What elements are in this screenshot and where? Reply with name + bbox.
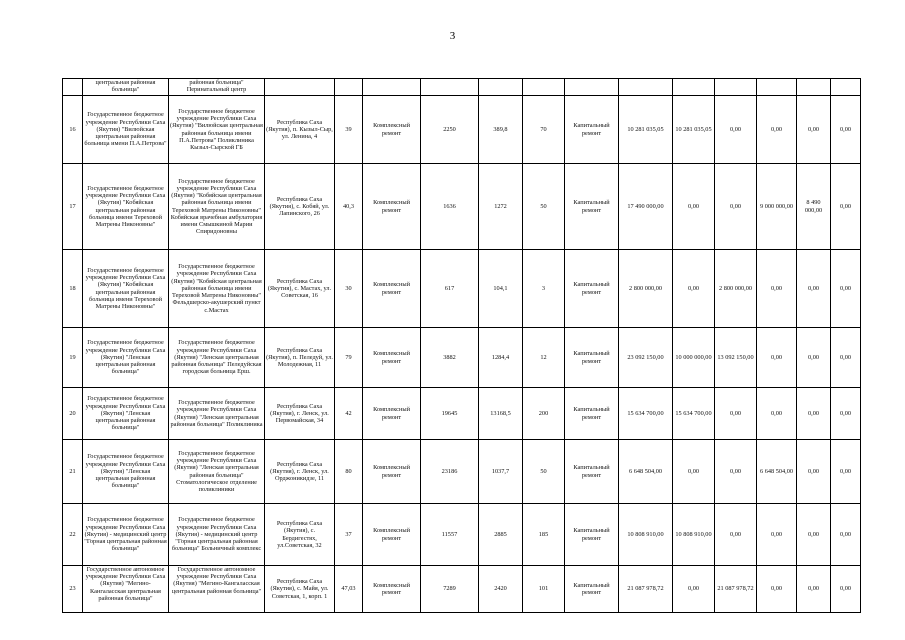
cell-total: 23 092 150,00 [619, 328, 673, 388]
cell-area: 23186 [421, 440, 479, 504]
cell-repair-type: Комплексный ремонт [363, 440, 421, 504]
cell-year-5: 0,00 [831, 440, 861, 504]
cell-year-3: 9 000 000,00 [757, 164, 797, 250]
cell-year-2: 21 087 978,72 [715, 566, 757, 613]
cell-year-3: 0,00 [757, 504, 797, 566]
cell-facility: Государственное бюджетное учреждение Республики Саха (Якутия) "Кобяйская центральная районная больница имени Тереховой Матрены Никоновны" Фельдшерско-акушерский пункт с.Мастах [169, 250, 265, 328]
cell-year-5: 0,00 [831, 388, 861, 440]
cell-wear: 47,03 [335, 566, 363, 613]
cell-area-2: 104,1 [479, 250, 523, 328]
cell-wear [335, 79, 363, 96]
cell-wear: 39 [335, 96, 363, 164]
cell-num: 20 [63, 388, 83, 440]
cell-address: Республика Саха (Якутия), г. Ленск, ул. Первомайская, 34 [265, 388, 335, 440]
table-row [63, 504, 861, 566]
cell-year-4: 0,00 [797, 504, 831, 566]
cell-work-kind [565, 79, 619, 96]
cell-area-2 [479, 79, 523, 96]
cell-facility: Государственное бюджетное учреждение Республики Саха (Якутия) "Ленская центральная районная больница" Стоматологическое отделение поликлиники [169, 440, 265, 504]
cell-year-3: 6 648 504,00 [757, 440, 797, 504]
cell-work-kind: Капитальный ремонт [565, 96, 619, 164]
cell-area-2: 389,8 [479, 96, 523, 164]
cell-repair-type: Комплексный ремонт [363, 328, 421, 388]
cell-total: 6 648 504,00 [619, 440, 673, 504]
cell-year-2: 13 092 150,00 [715, 328, 757, 388]
cell-capacity: 70 [523, 96, 565, 164]
cell-year-2: 2 800 000,00 [715, 250, 757, 328]
cell-area-2: 1284,4 [479, 328, 523, 388]
cell-capacity: 12 [523, 328, 565, 388]
cell-area-2: 1272 [479, 164, 523, 250]
cell-repair-type: Комплексный ремонт [363, 388, 421, 440]
cell-work-kind: Капитальный ремонт [565, 388, 619, 440]
cell-organization: Государственное бюджетное учреждение Республики Саха (Якутия) - медицинский центр "Горная центральная районная больница" [83, 504, 169, 566]
cell-organization: Государственное бюджетное учреждение Республики Саха (Якутия) "Ленская центральная районная больница" [83, 328, 169, 388]
cell-total: 10 808 910,00 [619, 504, 673, 566]
cell-capacity: 200 [523, 388, 565, 440]
repair-program-table [62, 78, 861, 613]
cell-wear: 30 [335, 250, 363, 328]
cell-num [63, 79, 83, 96]
cell-organization: Государственное бюджетное учреждение Республики Саха (Якутия) "Кобяйская центральная районная больница имени Тереховой Матрены Никоновны" [83, 164, 169, 250]
cell-organization: Государственное бюджетное учреждение Республики Саха (Якутия) "Кобяйская центральная районная больница имени Тереховой Матрены Никоновны" [83, 250, 169, 328]
cell-num: 23 [63, 566, 83, 613]
cell-organization: центральная районная больница" [83, 79, 169, 96]
cell-area-2: 13168,5 [479, 388, 523, 440]
cell-organization: Государственное бюджетное учреждение Республики Саха (Якутия) "Ленская центральная районная больница" [83, 388, 169, 440]
cell-year-1: 15 634 700,00 [673, 388, 715, 440]
table-row [63, 96, 861, 164]
cell-total [619, 79, 673, 96]
cell-num: 18 [63, 250, 83, 328]
cell-year-3: 0,00 [757, 250, 797, 328]
cell-year-2: 0,00 [715, 96, 757, 164]
cell-capacity: 50 [523, 440, 565, 504]
table-row [63, 440, 861, 504]
cell-year-3: 0,00 [757, 388, 797, 440]
cell-facility: Государственное бюджетное учреждение Республики Саха (Якутия) "Ленская центральная районная больница" Поликлиника [169, 388, 265, 440]
table-row [63, 388, 861, 440]
cell-work-kind: Капитальный ремонт [565, 440, 619, 504]
cell-year-4: 0,00 [797, 96, 831, 164]
cell-num: 21 [63, 440, 83, 504]
cell-area: 11557 [421, 504, 479, 566]
cell-facility: районная больница" Перинатальный центр [169, 79, 265, 96]
cell-organization: Государственное бюджетное учреждение Республики Саха (Якутия) "Вилюйская центральная районная больница имени П.А.Петрова" [83, 96, 169, 164]
cell-address: Республика Саха (Якутия), с. Мастах, ул. Советская, 16 [265, 250, 335, 328]
cell-work-kind: Капитальный ремонт [565, 328, 619, 388]
cell-work-kind: Капитальный ремонт [565, 566, 619, 613]
cell-year-1: 0,00 [673, 250, 715, 328]
table-row [63, 328, 861, 388]
table-row [63, 250, 861, 328]
cell-num: 16 [63, 96, 83, 164]
cell-repair-type: Комплексный ремонт [363, 164, 421, 250]
cell-year-5 [831, 79, 861, 96]
cell-address: Республика Саха (Якутия), с. Майя, ул. Советская, 1, корп. 1 [265, 566, 335, 613]
cell-year-4: 0,00 [797, 250, 831, 328]
cell-work-kind: Капитальный ремонт [565, 250, 619, 328]
table-row-carryover [63, 79, 861, 96]
cell-year-3: 0,00 [757, 328, 797, 388]
cell-year-1 [673, 79, 715, 96]
cell-wear: 42 [335, 388, 363, 440]
cell-repair-type: Комплексный ремонт [363, 566, 421, 613]
cell-capacity: 3 [523, 250, 565, 328]
cell-organization: Государственное автономное учреждение Республики Саха (Якутия) "Мегино-Кангаласская центральная районная больница" [83, 566, 169, 613]
cell-year-5: 0,00 [831, 328, 861, 388]
cell-address [265, 79, 335, 96]
cell-year-4: 0,00 [797, 328, 831, 388]
cell-num: 17 [63, 164, 83, 250]
cell-total: 15 634 700,00 [619, 388, 673, 440]
cell-wear: 37 [335, 504, 363, 566]
cell-year-1: 0,00 [673, 164, 715, 250]
cell-area: 617 [421, 250, 479, 328]
cell-total: 2 800 000,00 [619, 250, 673, 328]
table-row [63, 566, 861, 613]
cell-address: Республика Саха (Якутия), п. Кызыл-Сыр, ул. Ленина, 4 [265, 96, 335, 164]
cell-area: 19645 [421, 388, 479, 440]
cell-facility: Государственное автономное учреждение Республики Саха (Якутия) "Мегино-Кангаласская центральная районная больница" [169, 566, 265, 613]
cell-area: 2250 [421, 96, 479, 164]
cell-capacity: 50 [523, 164, 565, 250]
cell-repair-type: Комплексный ремонт [363, 250, 421, 328]
cell-repair-type: Комплексный ремонт [363, 96, 421, 164]
cell-area [421, 79, 479, 96]
cell-year-2: 0,00 [715, 388, 757, 440]
cell-capacity [523, 79, 565, 96]
cell-year-2: 0,00 [715, 440, 757, 504]
cell-year-1: 10 000 000,00 [673, 328, 715, 388]
cell-year-4 [797, 79, 831, 96]
cell-year-4: 8 490 000,00 [797, 164, 831, 250]
cell-total: 17 490 000,00 [619, 164, 673, 250]
cell-year-5: 0,00 [831, 164, 861, 250]
cell-wear: 80 [335, 440, 363, 504]
cell-repair-type: Комплексный ремонт [363, 504, 421, 566]
cell-work-kind: Капитальный ремонт [565, 164, 619, 250]
cell-year-1: 0,00 [673, 440, 715, 504]
cell-facility: Государственное бюджетное учреждение Республики Саха (Якутия) - медицинский центр "Горная центральная районная больница" Больничный комплекс [169, 504, 265, 566]
cell-area-2: 1037,7 [479, 440, 523, 504]
cell-total: 21 087 978,72 [619, 566, 673, 613]
cell-year-5: 0,00 [831, 504, 861, 566]
cell-facility: Государственное бюджетное учреждение Республики Саха (Якутия) "Вилюйская центральная районная больница имени П.А.Петрова" Поликлиника Кызыл-Сырской ГБ [169, 96, 265, 164]
cell-repair-type [363, 79, 421, 96]
cell-capacity: 101 [523, 566, 565, 613]
cell-num: 22 [63, 504, 83, 566]
cell-year-3 [757, 79, 797, 96]
cell-area-2: 2885 [479, 504, 523, 566]
cell-year-1: 10 808 910,00 [673, 504, 715, 566]
cell-year-5: 0,00 [831, 566, 861, 613]
cell-address: Республика Саха (Якутия), п. Пеледуй, ул. Молодежная, 11 [265, 328, 335, 388]
cell-capacity: 185 [523, 504, 565, 566]
cell-year-3: 0,00 [757, 566, 797, 613]
cell-address: Республика Саха (Якутия), г. Ленск, ул. Орджоникидзе, 11 [265, 440, 335, 504]
cell-total: 10 281 035,05 [619, 96, 673, 164]
cell-facility: Государственное бюджетное учреждение Республики Саха (Якутия) "Ленская центральная районная больница" Пеледуйская городская больница Ерш. [169, 328, 265, 388]
cell-year-2: 0,00 [715, 504, 757, 566]
cell-address: Республика Саха (Якутия), с. Кобяй, ул. Лапинского, 26 [265, 164, 335, 250]
cell-year-5: 0,00 [831, 96, 861, 164]
cell-work-kind: Капитальный ремонт [565, 504, 619, 566]
cell-year-3: 0,00 [757, 96, 797, 164]
cell-num: 19 [63, 328, 83, 388]
cell-organization: Государственное бюджетное учреждение Республики Саха (Якутия) "Ленская центральная районная больница" [83, 440, 169, 504]
cell-wear: 40,3 [335, 164, 363, 250]
cell-year-2 [715, 79, 757, 96]
cell-year-1: 10 281 035,05 [673, 96, 715, 164]
cell-year-1: 0,00 [673, 566, 715, 613]
table-row [63, 164, 861, 250]
cell-area-2: 2420 [479, 566, 523, 613]
cell-area: 7289 [421, 566, 479, 613]
cell-year-4: 0,00 [797, 566, 831, 613]
cell-address: Республика Саха (Якутия), с. Бердигестях, ул.Советская, 32 [265, 504, 335, 566]
cell-year-4: 0,00 [797, 388, 831, 440]
cell-wear: 79 [335, 328, 363, 388]
cell-area: 3882 [421, 328, 479, 388]
cell-year-2: 0,00 [715, 164, 757, 250]
cell-year-5: 0,00 [831, 250, 861, 328]
cell-facility: Государственное бюджетное учреждение Республики Саха (Якутия) "Кобяйская центральная районная больница имени Тереховой Матрены Никоновны" Кобяйская врачебная амбулатория имени Смышкиной Марии Спиридоновны [169, 164, 265, 250]
page-number: 3 [449, 30, 456, 42]
cell-year-4: 0,00 [797, 440, 831, 504]
cell-area: 1636 [421, 164, 479, 250]
